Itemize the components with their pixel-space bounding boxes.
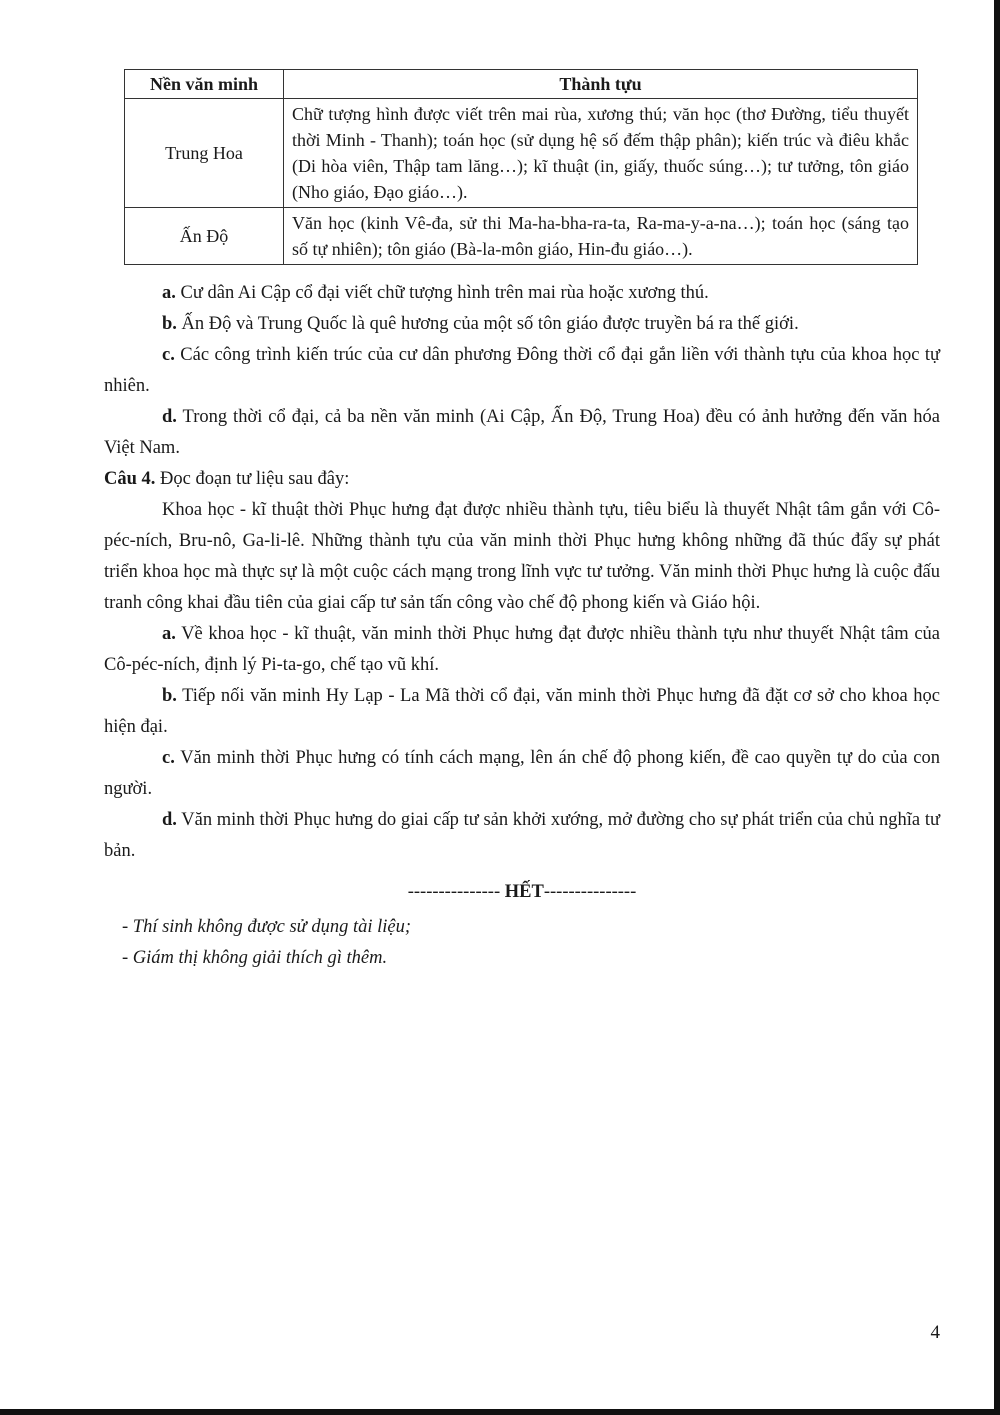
q3-statement-c <box>104 340 940 402</box>
statement-label: b. <box>162 314 177 334</box>
question-prompt: Đọc đoạn tư liệu sau đây: <box>160 469 350 489</box>
q4-statement-c <box>104 743 940 805</box>
header-achievements: Thành tựu <box>284 70 918 99</box>
question-label: Câu 4. <box>104 469 156 489</box>
statement-label: c. <box>162 748 175 768</box>
scan-border-bottom <box>0 1409 1000 1415</box>
statement-label: a. <box>162 624 176 644</box>
table-row <box>125 99 918 208</box>
page-number: 4 <box>930 1322 940 1343</box>
statement-text: Văn minh thời Phục hưng có tính cách mạng, lên án chế độ phong kiến, đề cao quyền tự do của con người. <box>104 748 940 799</box>
statement-text: Tiếp nối văn minh Hy Lạp - La Mã thời cổ đại, văn minh thời Phục hưng đã đặt cơ sở cho khoa học hiện đại. <box>104 686 940 737</box>
statement-label: b. <box>162 686 177 706</box>
civilization-name: Ấn Độ <box>125 208 284 265</box>
statement-text: Cư dân Ai Cập cổ đại viết chữ tượng hình trên mai rùa hoặc xương thú. <box>180 283 709 303</box>
achievements-text: Chữ tượng hình được viết trên mai rùa, xương thú; văn học (thơ Đường, tiểu thuyết thời Minh - Thanh); toán học (sử dụng hệ số đếm thập phân); kiến trúc và điêu khắc (Di hòa viên, Thập tam lăng…); kĩ thuật (in, giấy, thuốc súng…); tư tưởng, tôn giáo (Nho giáo, Đạo giáo…). <box>284 99 918 208</box>
table-row <box>125 208 918 265</box>
q4-statement-b <box>104 681 940 743</box>
statement-text: Trong thời cổ đại, cả ba nền văn minh (Ai Cập, Ấn Độ, Trung Hoa) đều có ảnh hưởng đến văn hóa Việt Nam. <box>104 407 940 458</box>
statement-text: Ấn Độ và Trung Quốc là quê hương của một số tôn giáo được truyền bá ra thế giới. <box>181 314 799 334</box>
q4-heading <box>104 464 940 495</box>
exam-body <box>104 278 940 974</box>
table-header-row <box>125 70 918 99</box>
statement-text: Các công trình kiến trúc của cư dân phương Đông thời cổ đại gắn liền với thành tựu của khoa học tự nhiên. <box>104 345 941 396</box>
statement-text: Về khoa học - kĩ thuật, văn minh thời Phục hưng đạt được nhiều thành tựu như thuyết Nhật tâm của Cô-péc-ních, định lý Pi-ta-go, chế tạo vũ khí. <box>104 624 940 675</box>
note-no-explanation: - Giám thị không giải thích gì thêm. <box>122 948 388 968</box>
civilization-table <box>124 69 918 265</box>
end-word: HẾT <box>504 882 544 902</box>
note-no-materials: - Thí sinh không được sử dụng tài liệu; <box>122 917 412 937</box>
header-civilization: Nền văn minh <box>125 70 284 99</box>
q4-statement-a <box>104 619 940 681</box>
q3-statement-a <box>104 278 940 309</box>
statement-label: d. <box>162 810 177 830</box>
statement-label: c. <box>162 345 175 365</box>
end-dashes-left: --------------- <box>407 882 501 902</box>
q3-statement-d <box>104 402 940 464</box>
statement-label: d. <box>162 407 177 427</box>
end-marker <box>104 877 940 908</box>
statement-text: Văn minh thời Phục hưng do giai cấp tư sản khởi xướng, mở đường cho sự phát triển của chủ nghĩa tư bản. <box>104 810 940 861</box>
civilization-name: Trung Hoa <box>125 99 284 208</box>
q4-statement-d <box>104 805 940 867</box>
end-dashes-right: --------------- <box>543 882 637 902</box>
achievements-text: Văn học (kinh Vê-đa, sử thi Ma-ha-bha-ra-ta, Ra-ma-y-a-na…); toán học (sáng tạo số tự nhiên); tôn giáo (Bà-la-môn giáo, Hin-đu giáo…). <box>284 208 918 265</box>
statement-label: a. <box>162 283 176 303</box>
q3-statement-b <box>104 309 940 340</box>
scan-border-right <box>994 0 1000 1415</box>
q4-passage: Khoa học - kĩ thuật thời Phục hưng đạt được nhiều thành tựu, tiêu biểu là thuyết Nhật tâm gắn với Cô-péc-ních, Bru-nô, Ga-li-lê. Những thành tựu của văn minh thời Phục hưng không những đã thúc đẩy sự phát triển khoa học mà thực sự là một cuộc cách mạng trong lĩnh vực tư tưởng. Văn minh thời Phục hưng là cuộc đấu tranh công khai đầu tiên của giai cấp tư sản tấn công vào chế độ phong kiến và Giáo hội. <box>104 500 940 613</box>
